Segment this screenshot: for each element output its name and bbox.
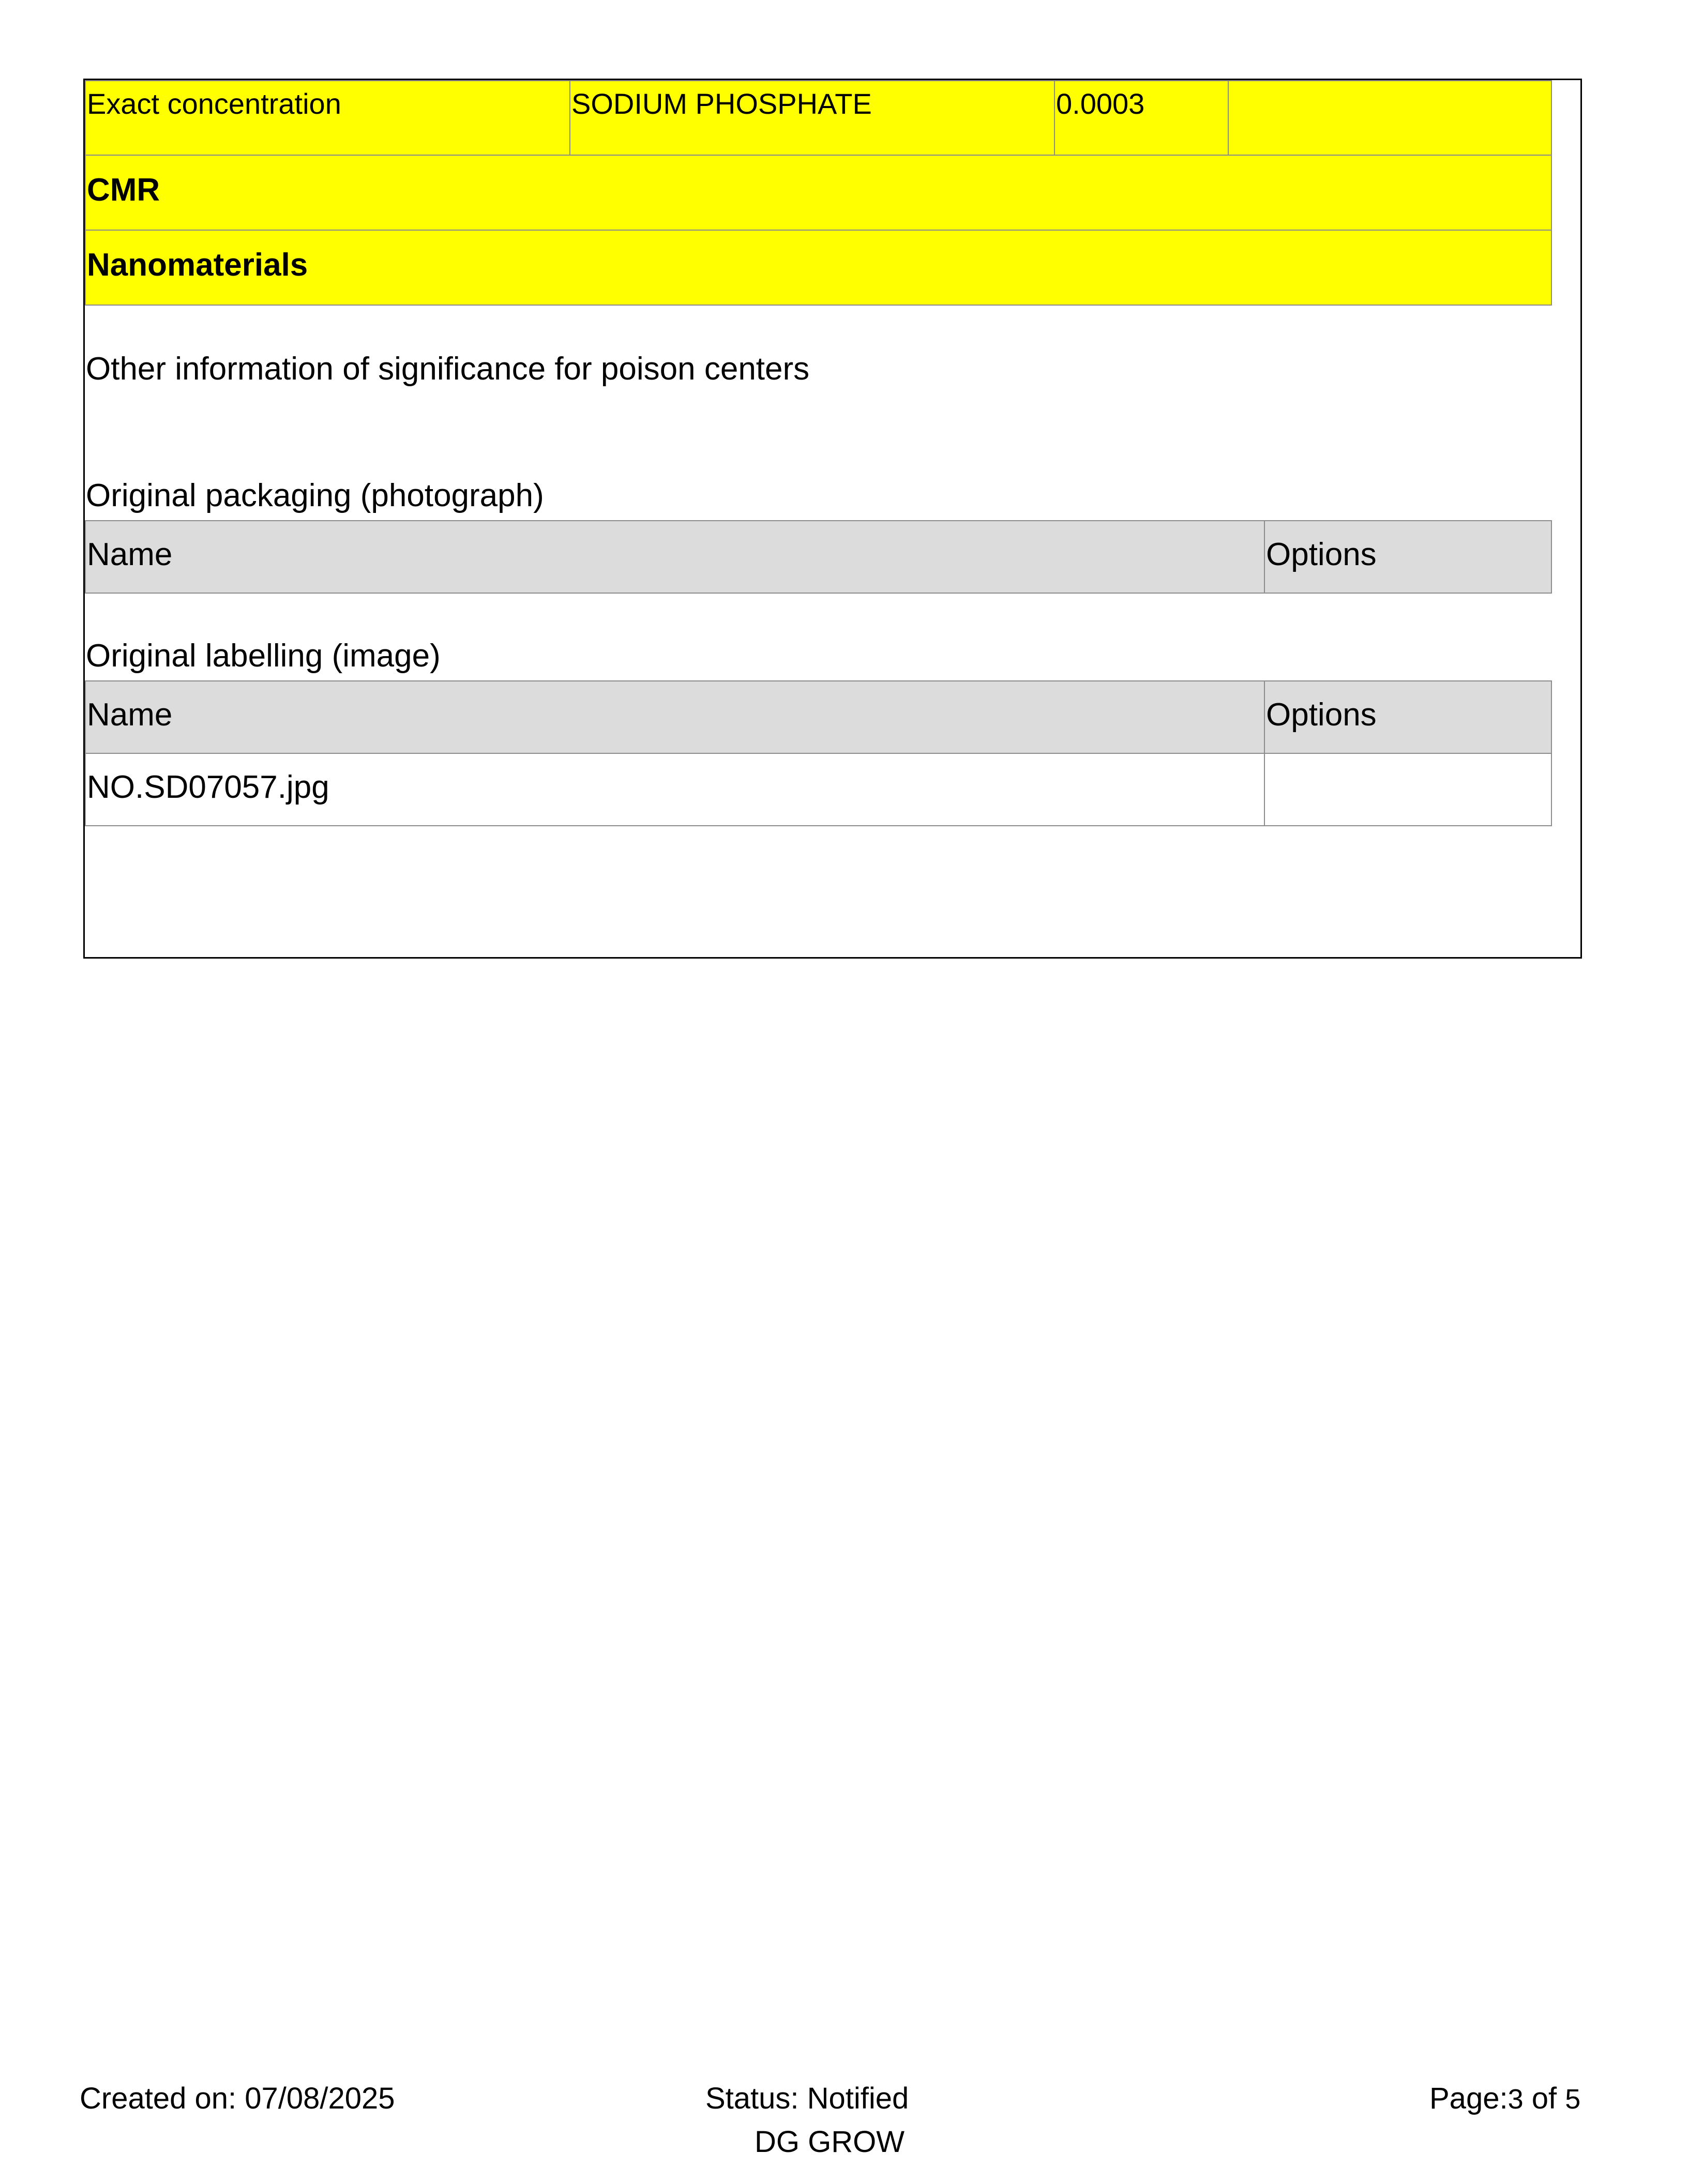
page-label: Page: bbox=[1429, 2082, 1508, 2115]
labelling-header-name: Name bbox=[85, 680, 1265, 754]
poison-centers-info: Other information of significance for poison centers bbox=[86, 351, 810, 387]
labelling-file-name[interactable]: NO.SD07057.jpg bbox=[85, 753, 1265, 826]
page-total: 5 bbox=[1565, 2084, 1581, 2115]
page-current: 3 bbox=[1508, 2084, 1524, 2115]
cmr-heading: CMR bbox=[85, 155, 1552, 231]
footer-status: Status: Notified bbox=[705, 2082, 909, 2115]
packaging-header-name: Name bbox=[85, 520, 1265, 594]
packaging-header-options: Options bbox=[1264, 520, 1552, 594]
labelling-title: Original labelling (image) bbox=[86, 638, 441, 674]
concentration-value: 0.0003 bbox=[1054, 80, 1229, 156]
row-label-exact-concentration: Exact concentration bbox=[85, 80, 570, 156]
footer-organisation: DG GROW bbox=[755, 2125, 905, 2159]
footer-page-number bbox=[1429, 2081, 1580, 2117]
labelling-file-options[interactable] bbox=[1264, 753, 1552, 826]
footer-created-date: Created on: 07/08/2025 bbox=[80, 2082, 395, 2115]
concentration-extra bbox=[1228, 80, 1552, 156]
page-of: of bbox=[1523, 2082, 1565, 2115]
substance-name: SODIUM PHOSPHATE bbox=[569, 80, 1055, 156]
packaging-title: Original packaging (photograph) bbox=[86, 478, 544, 513]
nanomaterials-heading: Nanomaterials bbox=[85, 230, 1552, 306]
labelling-header-options: Options bbox=[1264, 680, 1552, 754]
